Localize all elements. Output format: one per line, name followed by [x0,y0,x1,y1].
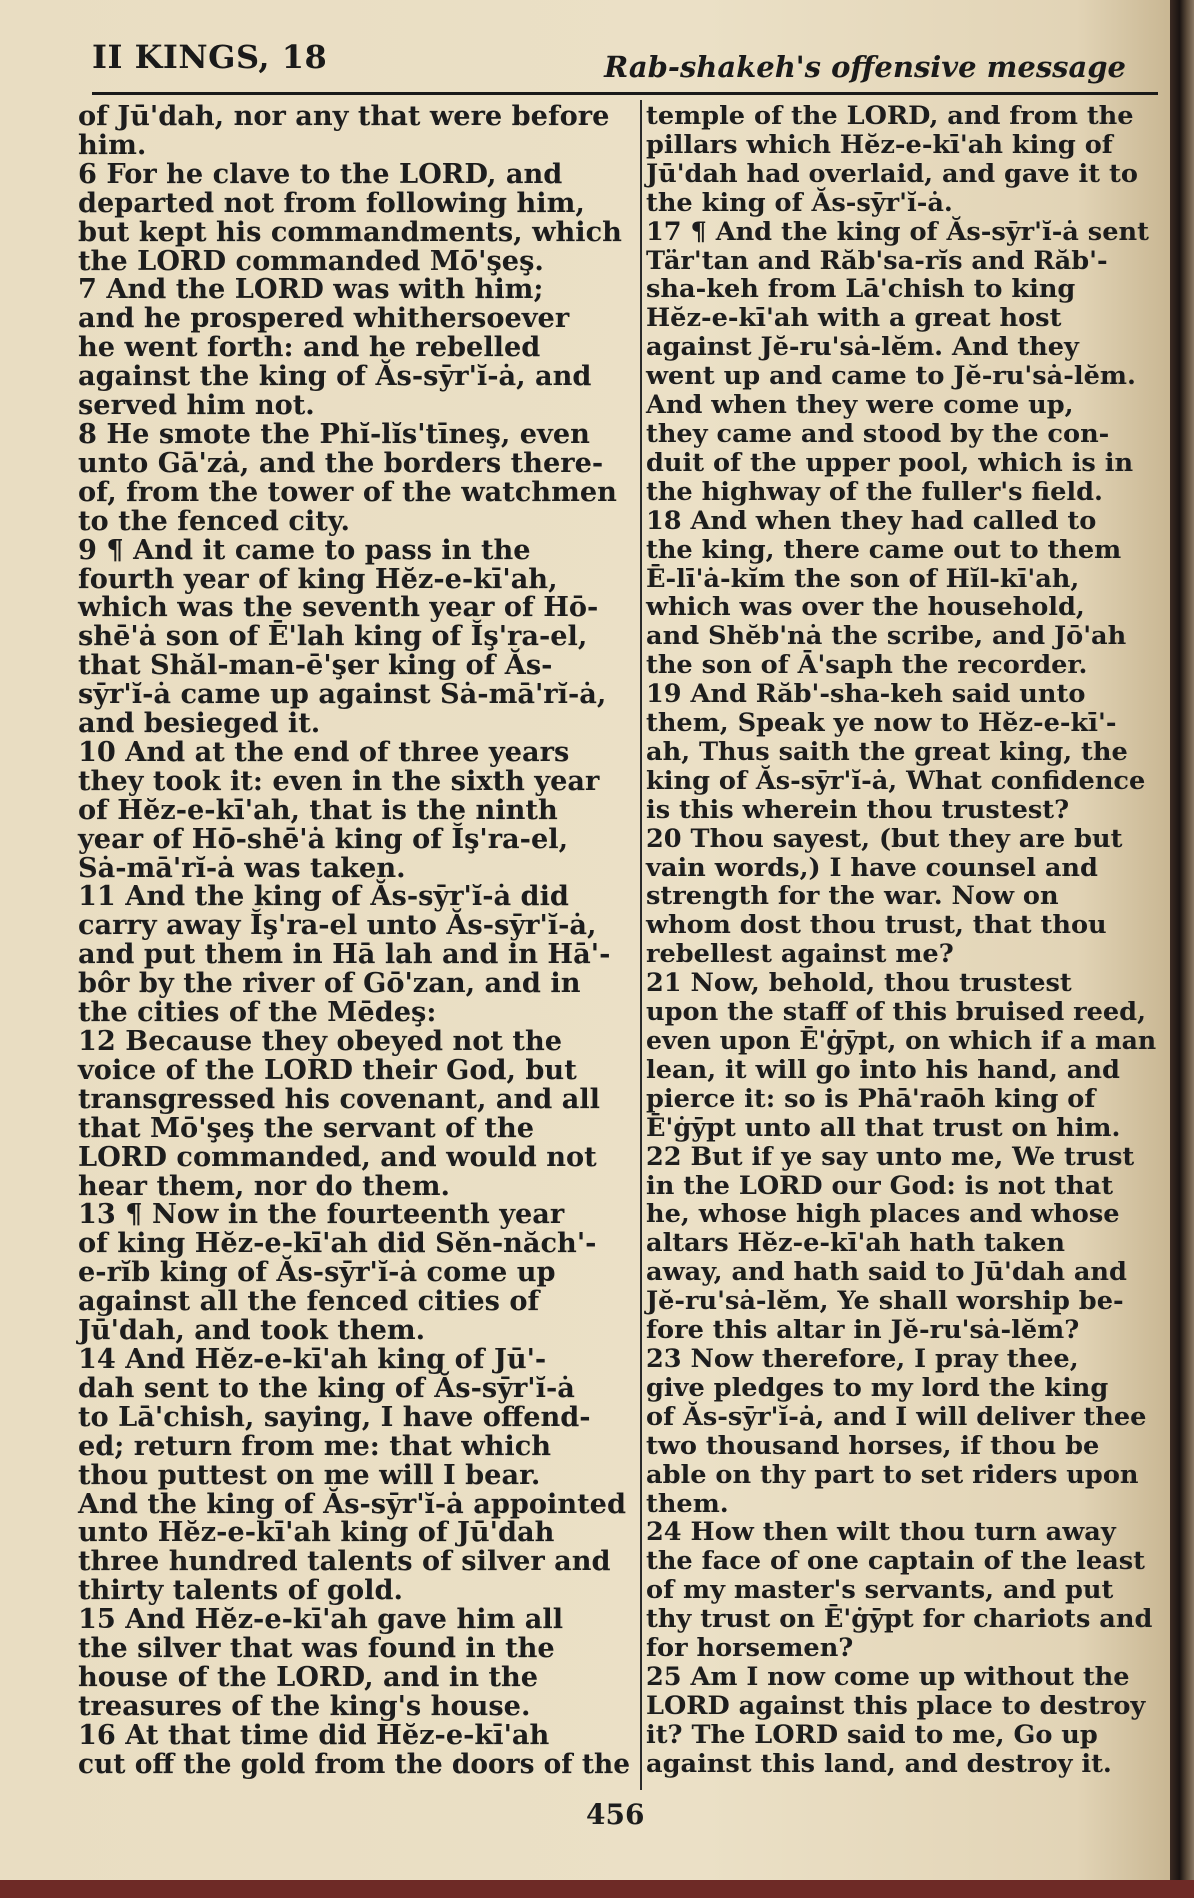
text-line: they came and stood by the con- [646,418,1110,449]
text-line: against this land, and destroy it. [646,1748,1112,1779]
text-line: LORD against this place to destroy [646,1690,1146,1721]
text-line: temple of the LORD, and from the [646,101,1134,131]
text-line: and put them in Hā lah and in Hā'- [78,938,611,971]
text-line: of my master's servants, and put [646,1575,1114,1606]
text-line: able on thy part to set riders upon [646,1459,1139,1490]
text-line: Hĕz-e-kī'ah with a great host [646,303,1062,334]
text-line: away, and hath said to Jū'dah and [646,1257,1127,1288]
text-line: unto Gā'zȧ, and the borders there- [78,446,604,479]
text-line: which was over the household, [646,592,1085,623]
text-line: carry away Ĭş'ra-el unto Ăs-sȳr'ĭ-ȧ, [78,909,597,942]
text-line: but kept his commandments, which [78,215,622,248]
text-line: sha-keh from Lā'chish to king [646,274,1076,305]
text-line: cut off the gold from the doors of the [78,1747,631,1780]
text-line: thou puttest on me will I bear. [78,1458,541,1491]
text-line: the king, there came out to them [646,534,1122,565]
text-line: 6 For he clave to the LORD, and [78,157,563,190]
text-line: And the king of Ăs-sȳr'ĭ-ȧ appointed [78,1487,626,1520]
text-line: 20 Thou sayest, (but they are but [646,823,1123,854]
text-line: year of Hō-shē'ȧ king of Ĭş'ra-el, [78,822,569,855]
text-line: shē'ȧ son of Ē'lah king of Ĭş'ra-el, [78,620,588,653]
text-line: served him not. [78,389,315,422]
text-line: And when they were come up, [646,390,1074,421]
text-line: which was the seventh year of Hō- [78,591,599,624]
text-line: 16 At that time did Hĕz-e-kī'ah [78,1718,550,1751]
text-line: in the LORD our God: is not that [646,1170,1114,1201]
text-line: against all the fenced cities of [78,1285,540,1318]
text-line: 14 And Hĕz-e-kī'ah king of Jū'- [78,1342,547,1375]
text-line: two thousand horses, if thou be [646,1430,1100,1461]
text-line: lean, it will go into his hand, and [646,1054,1120,1085]
text-line: altars Hĕz-e-kī'ah hath taken [646,1228,1065,1259]
text-line: the LORD commanded Mō'şeş. [78,244,544,277]
text-line: of, from the tower of the watchmen [78,475,617,508]
text-line: 23 Now therefore, I pray thee, [646,1343,1079,1374]
text-line: 17 ¶ And the king of Ăs-sȳr'ĭ-ȧ sent [646,216,1149,247]
text-line: of king Hĕz-e-kī'ah did Sĕn-năch'- [78,1227,597,1260]
text-line: 13 ¶ Now in the fourteenth year [78,1198,565,1231]
running-head-topic: Rab-shakeh's offensive message [604,50,1126,84]
text-line: sȳr'ĭ-ȧ came up against Sȧ-mā'rĭ-ȧ, [78,678,607,711]
text-line: pierce it: so is Phā'raōh king of [646,1083,1096,1114]
text-line: went up and came to Jĕ-ru'sȧ-lĕm. [646,361,1136,392]
text-line: hear them, nor do them. [78,1169,450,1202]
text-line: the son of Ā'saph the recorder. [646,650,1088,681]
header-rule [92,92,1158,95]
text-line: is this wherein thou trustest? [646,794,1070,825]
text-line: 7 And the LORD was with him; [78,273,544,306]
text-line: he, whose high places and whose [646,1199,1120,1230]
text-line: them. [646,1488,729,1519]
text-line: departed not from following him, [78,186,585,219]
text-line: for horsemen? [646,1633,854,1664]
running-head-book: II KINGS, 18 [92,38,328,76]
text-line: Tär'tan and Răb'sa-rĭs and Răb'- [646,245,1108,276]
text-line: fourth year of king Hĕz-e-kī'ah, [78,562,558,595]
text-line: they took it: even in the sixth year [78,764,600,797]
text-line: and besieged it. [78,707,321,740]
text-line: he went forth: and he rebelled [78,331,541,364]
text-line: the silver that was found in the [78,1632,555,1665]
text-line: against the king of Ăs-sȳr'ĭ-ȧ, and [78,360,592,393]
text-line: and Shĕb'nȧ the scribe, and Jō'ah [646,621,1127,652]
text-line: 15 And Hĕz-e-kī'ah gave him all [78,1603,564,1636]
text-line: to the fenced city. [78,504,350,537]
text-line: duit of the upper pool, which is in [646,447,1134,478]
text-line: 25 Am I now come up without the [646,1661,1130,1692]
text-line: unto Hĕz-e-kī'ah king of Jū'dah [78,1516,555,1549]
text-line: rebellest against me? [646,939,954,970]
text-line: him. [78,128,147,161]
text-line: vain words,) I have counsel and [646,852,1098,883]
text-line: the highway of the fuller's field. [646,476,1103,507]
text-line: bôr by the river of Gō'zan, and in [78,967,581,1000]
text-line: the king of Ăs-sȳr'ĭ-ȧ. [646,187,953,218]
text-line: to Lā'chish, saying, I have offend- [78,1400,591,1433]
column-divider [640,100,642,1790]
text-line: 9 ¶ And it came to pass in the [78,533,531,566]
text-line: voice of the LORD their God, but [78,1053,577,1086]
text-line: give pledges to my lord the king [646,1372,1109,1403]
text-line: three hundred talents of silver and [78,1545,611,1578]
text-line: it? The LORD said to me, Go up [646,1719,1098,1750]
text-line: ah, Thus saith the great king, the [646,736,1128,767]
text-line: fore this altar in Jĕ-ru'sȧ-lĕm? [646,1315,1080,1346]
text-line: 8 He smote the Phĭ-lĭs'tīneş, even [78,417,590,450]
text-line: LORD commanded, and would not [78,1140,597,1173]
text-line: of Hĕz-e-kī'ah, that is the ninth [78,793,558,826]
book-cover-edge [0,1880,1194,1898]
text-line: upon the staff of this bruised reed, [646,997,1146,1028]
text-line: Jū'dah, and took them. [78,1314,426,1347]
text-line: strength for the war. Now on [646,881,1059,912]
text-line: 18 And when they had called to [646,505,1097,536]
text-line: against Jĕ-ru'sȧ-lĕm. And they [646,332,1079,363]
text-line: them, Speak ye now to Hĕz-e-kī'- [646,708,1117,739]
text-line: 12 Because they obeyed not the [78,1025,563,1057]
text-line: 11 And the king of Ăs-sȳr'ĭ-ȧ did [78,880,569,913]
text-line: ed; return from me: that which [78,1429,552,1462]
text-line: Ē-lī'ȧ-kĭm the son of Hĭl-kī'ah, [646,563,1080,594]
text-line: of Ăs-sȳr'ĭ-ȧ, and I will deliver thee [646,1401,1147,1432]
text-line: 19 And Răb'-sha-keh said unto [646,679,1086,710]
text-line: 24 How then wilt thou turn away [646,1517,1116,1548]
text-line: e-rĭb king of Ăs-sȳr'ĭ-ȧ come up [78,1256,556,1289]
text-line: the face of one captain of the least [646,1546,1146,1577]
text-line: Jĕ-ru'sȧ-lĕm, Ye shall worship be- [646,1286,1124,1317]
text-line: Jū'dah had overlaid, and gave it to [646,158,1138,189]
text-line: treasures of the king's house. [78,1689,531,1722]
text-line: pillars which Hĕz-e-kī'ah king of [646,129,1113,160]
right-column [646,102,1156,1779]
text-line: king of Ăs-sȳr'ĭ-ȧ, What confidence [646,765,1146,796]
text-line: even upon Ē'ġȳpt, on which if a man [646,1026,1157,1056]
text-line: house of the LORD, and in the [78,1660,539,1693]
left-column [78,102,630,1779]
page-number: 456 [586,1798,645,1831]
text-line: and he prospered whithersoever [78,302,570,335]
book-page-edge [1170,0,1194,1898]
text-line: 10 And at the end of three years [78,735,570,768]
text-line: transgressed his covenant, and all [78,1082,601,1115]
text-line: that Shăl-man-ē'şer king of Ăs- [78,649,553,682]
text-line: thirty talents of gold. [78,1574,403,1607]
text-line: 22 But if ye say unto me, We trust [646,1141,1135,1172]
text-line: thy trust on Ē'ġȳpt for chariots and [646,1604,1153,1635]
text-line: Sȧ-mā'rĭ-ȧ was taken. [78,851,406,884]
text-line: Ē'ġȳpt unto all that trust on him. [646,1112,1121,1143]
text-line: 21 Now, behold, thou trustest [646,968,1072,999]
text-line: dah sent to the king of Ăs-sȳr'ĭ-ȧ [78,1371,575,1404]
text-line: that Mō'şeş the servant of the [78,1111,535,1144]
text-line: of Jū'dah, nor any that were before [78,100,610,132]
text-line: the cities of the Mēdeş: [78,996,437,1029]
text-line: whom dost thou trust, that thou [646,910,1107,941]
